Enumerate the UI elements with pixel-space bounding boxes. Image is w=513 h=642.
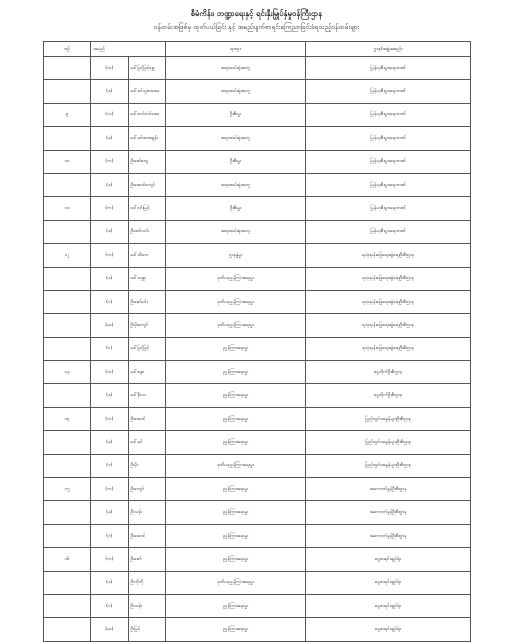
table-header-row (44, 42, 471, 57)
row-office: ရသုံးမှန်းခြေရေးဆွဲရေးဦးစီးဌာန (306, 244, 471, 267)
table-row (44, 361, 471, 384)
row-name: ဒေါ်သီတာ (128, 244, 166, 267)
table-row (44, 220, 471, 243)
row-rank: ညွှန်ကြားရေးမှူး (166, 548, 306, 571)
table-row (44, 384, 471, 407)
row-rank: အရာထမ်းရုံးအကူ (166, 127, 306, 150)
row-office: ငွေစာရင်းချုပ်ရုံး (306, 618, 471, 641)
table-row (44, 127, 471, 150)
row-name: ဒေါ်တင်တင်အေး (128, 103, 166, 126)
row-sub-index: (က) (91, 197, 129, 220)
table-row (44, 618, 471, 641)
row-number (44, 173, 91, 196)
row-sub-index: (ဂ) (91, 524, 129, 547)
row-rank: ဒုတိယညွှန်ကြားရေးမှူး (166, 454, 306, 477)
header-office: ဌာန/အဖွဲ့အစည်း (306, 42, 471, 57)
row-rank: ဦးစီးမှူး (166, 103, 306, 126)
row-name: ဒေါ်ခင် (128, 431, 166, 454)
table-row (44, 173, 471, 196)
row-rank: ညွှန်ကြားရေးမှူး (166, 501, 306, 524)
table-row (44, 594, 471, 617)
row-number (44, 220, 91, 243)
header-name: အမည် (91, 42, 166, 57)
row-name: ဦးဇော်ဘွေ (128, 150, 166, 173)
row-name: ဦးဇော် (128, 548, 166, 571)
row-name: ဦးအောင်ကျော် (128, 173, 166, 196)
row-rank: ညွှန်ကြားရေးမှူး (166, 384, 306, 407)
row-office: မြန်မာ့စီးပွားရေးဘဏ် (306, 220, 471, 243)
row-sub-index: (က) (91, 361, 129, 384)
row-sub-index: (ဂ) (91, 290, 129, 313)
row-rank: ဒုတိယညွှန်ကြားရေးမှူး (166, 314, 306, 337)
row-office: ငွေစာရင်းချုပ်ရုံး (306, 571, 471, 594)
row-rank: ညွှန်ကြားရေးမှူး (166, 431, 306, 454)
row-sub-index: (က) (91, 57, 129, 80)
row-name: ဦးကိုကို (128, 571, 166, 594)
table-row (44, 478, 471, 501)
row-number: ၁၂ (44, 244, 91, 267)
row-sub-index: (ခ) (91, 431, 129, 454)
row-number (44, 618, 91, 641)
row-sub-index: (ဃ) (91, 314, 129, 337)
table-row (44, 57, 471, 80)
row-office: ရသုံးမှန်းခြေရေးဆွဲရေးဦးစီးဌာန (306, 337, 471, 360)
row-number: ၁၄ (44, 407, 91, 430)
row-number (44, 337, 91, 360)
row-office: မြန်မာ့စီးပွားရေးဘဏ် (306, 173, 471, 196)
table-row (44, 548, 471, 571)
table-row (44, 290, 471, 313)
table-row (44, 407, 471, 430)
row-number: ၁၀ (44, 150, 91, 173)
row-rank: ဦးစီးမှူး (166, 150, 306, 173)
page-title: စီမံကိန်း၊ ဘဏ္ဍာရေးနှင့် ရင်းနှီးမြှုပ်နှံမှုဝန်ကြီးဌာန (190, 9, 323, 18)
row-name: ဦးမိုးကျော် (128, 314, 166, 337)
row-sub-index: (ခ) (91, 173, 129, 196)
row-rank: အရာထမ်းရုံးအကူ (166, 57, 306, 80)
row-number (44, 314, 91, 337)
table-row (44, 337, 471, 360)
row-rank: ဒုတိယညွှန်ကြားရေးမှူး (166, 267, 306, 290)
row-sub-index: (ခ) (91, 571, 129, 594)
row-name: ဒေါ်ဝင်းမြင့် (128, 197, 166, 220)
row-sub-index: (က) (91, 407, 129, 430)
row-name: ဦးထင်လင်း (128, 220, 166, 243)
row-office: ငွေတိုက်ဦးစီးဌာန (306, 361, 471, 384)
row-office: ရသုံးမှန်းခြေရေးဆွဲရေးဦးစီးဌာန (306, 290, 471, 313)
row-rank: ညွှန်ကြားရေးမှူး (166, 478, 306, 501)
table-row (44, 80, 471, 103)
row-sub-index: (ခ) (91, 384, 129, 407)
row-sub-index: (ခ) (91, 501, 129, 524)
row-office: မြန်မာ့စီးပွားရေးဘဏ် (306, 150, 471, 173)
row-number: ၉ (44, 103, 91, 126)
row-number: ၁၁ (44, 197, 91, 220)
row-office: ငွေစာရင်းချုပ်ရုံး (306, 594, 471, 617)
row-sub-index: (ဂ) (91, 454, 129, 477)
header-no: စဉ် (44, 42, 91, 57)
row-number (44, 267, 91, 290)
row-rank: အရာထမ်းရုံးအကူ (166, 173, 306, 196)
row-sub-index: (ခ) (91, 220, 129, 243)
row-number (44, 80, 91, 103)
row-office: ရသုံးမှန်းခြေရေးဆွဲရေးဦးစီးဌာန (306, 314, 471, 337)
row-rank: ညွှန်ကြားရေးမှူး (166, 337, 306, 360)
row-office: မြန်မာ့စီးပွားရေးဘဏ် (306, 80, 471, 103)
row-rank: ညွှန်ကြားရေးမှူး (166, 618, 306, 641)
row-number (44, 501, 91, 524)
row-number: ၁၆ (44, 548, 91, 571)
row-name: ဒေါ်နီလာ (128, 384, 166, 407)
row-office: ရသုံးမှန်းခြေရေးဆွဲရေးဦးစီးဌာန (306, 267, 471, 290)
row-number (44, 57, 91, 80)
row-office: အကောက်ခွန်ဦးစီးဌာန (306, 478, 471, 501)
row-rank: အရာထမ်းရုံးအကူ (166, 220, 306, 243)
row-sub-index: (က) (91, 103, 129, 126)
row-name: ဒေါ်ခင်သူဇာအေး (128, 80, 166, 103)
row-number (44, 290, 91, 313)
row-sub-index: (ခ) (91, 80, 129, 103)
row-number (44, 571, 91, 594)
table-row (44, 103, 471, 126)
table-row (44, 431, 471, 454)
row-rank: ညွှန်ကြားရေးမှူး (166, 524, 306, 547)
row-number: ၁၅ (44, 478, 91, 501)
row-number (44, 454, 91, 477)
row-rank: ညွှန်ကြားရေးမှူး (166, 361, 306, 384)
row-office: ငွေစာရင်းချုပ်ရုံး (306, 548, 471, 571)
row-sub-index: (ခ) (91, 267, 129, 290)
row-name: ဦးသန်း (128, 594, 166, 617)
row-office: အကောက်ခွန်ဦးစီးဌာန (306, 524, 471, 547)
row-rank: ဒုတိယညွှန်ကြားရေးမှူး (166, 290, 306, 313)
row-number (44, 384, 91, 407)
row-sub-index: (က) (91, 548, 129, 571)
staff-table (43, 41, 471, 642)
header-rank: ရာထူး (166, 42, 306, 57)
table-row (44, 524, 471, 547)
row-rank: ဒုတိယညွှန်ကြားရေးမှူး (166, 571, 306, 594)
row-office: ငွေတိုက်ဦးစီးဌာန (306, 384, 471, 407)
row-name: ဦးသန်း (128, 501, 166, 524)
page-subtitle: ဝန်ထမ်းအဖြစ်မှ ထုတ်ပယ်ခြင်း နှင့် အမည်ပျက်စာရင်းကြေညာခြင်းခံရသည့်ဝန်ထမ်းများ (153, 23, 360, 31)
row-sub-index: (ဃ) (91, 618, 129, 641)
table-row (44, 244, 471, 267)
row-name: ဒေါ်သန္တာ (128, 267, 166, 290)
row-sub-index: (က) (91, 244, 129, 267)
row-number (44, 524, 91, 547)
row-sub-index: (က) (91, 478, 129, 501)
row-name: ဒေါ်ခင်ထားထွန်း (128, 127, 166, 150)
row-rank: ညွှန်ကြားရေးမှူး (166, 407, 306, 430)
row-name: ဦးကျော် (128, 478, 166, 501)
row-name: ဦးအောင် (128, 524, 166, 547)
row-rank: ဦးစီးမှူး (166, 197, 306, 220)
table-row (44, 150, 471, 173)
table-row (44, 571, 471, 594)
row-number (44, 431, 91, 454)
row-name: ဦးဇော်မင်း (128, 290, 166, 313)
row-sub-index: (ဂ) (91, 594, 129, 617)
row-sub-index: (င) (91, 337, 129, 360)
table-row (44, 314, 471, 337)
table-row (44, 197, 471, 220)
row-name: ဦးအောင် (128, 407, 166, 430)
row-office: ပြည်တွင်းအခွန်များဦးစီးဌာန (306, 407, 471, 430)
row-name: ဒေါ်မြင့်မြင့်ရွှေ (128, 57, 166, 80)
row-office: မြန်မာ့စီးပွားရေးဘဏ် (306, 57, 471, 80)
row-office: အကောက်ခွန်ဦးစီးဌာန (306, 501, 471, 524)
row-name: ဒေါ်မြင့်မြင့် (128, 337, 166, 360)
table-row (44, 454, 471, 477)
row-sub-index: (က) (91, 150, 129, 173)
row-name: ဒေါ်စန္ဒာ (128, 361, 166, 384)
row-office: မြန်မာ့စီးပွားရေးဘဏ် (306, 127, 471, 150)
row-sub-index: (ခ) (91, 127, 129, 150)
row-office: မြန်မာ့စီးပွားရေးဘဏ် (306, 197, 471, 220)
row-office: ပြည်တွင်းအခွန်များဦးစီးဌာန (306, 454, 471, 477)
table-row (44, 267, 471, 290)
row-rank: ညွှန်ကြားရေးမှူး (166, 594, 306, 617)
row-name: ဦးမိုး (128, 454, 166, 477)
row-rank: အရာထမ်းရုံးအကူ (166, 80, 306, 103)
row-name: ဦးမြင့် (128, 618, 166, 641)
table-row (44, 501, 471, 524)
row-office: ပြည်တွင်းအခွန်များဦးစီးဌာန (306, 431, 471, 454)
row-number (44, 594, 91, 617)
row-number (44, 127, 91, 150)
row-office: မြန်မာ့စီးပွားရေးဘဏ် (306, 103, 471, 126)
row-rank: ဌာနခွဲမှူး (166, 244, 306, 267)
row-number: ၁၃ (44, 361, 91, 384)
